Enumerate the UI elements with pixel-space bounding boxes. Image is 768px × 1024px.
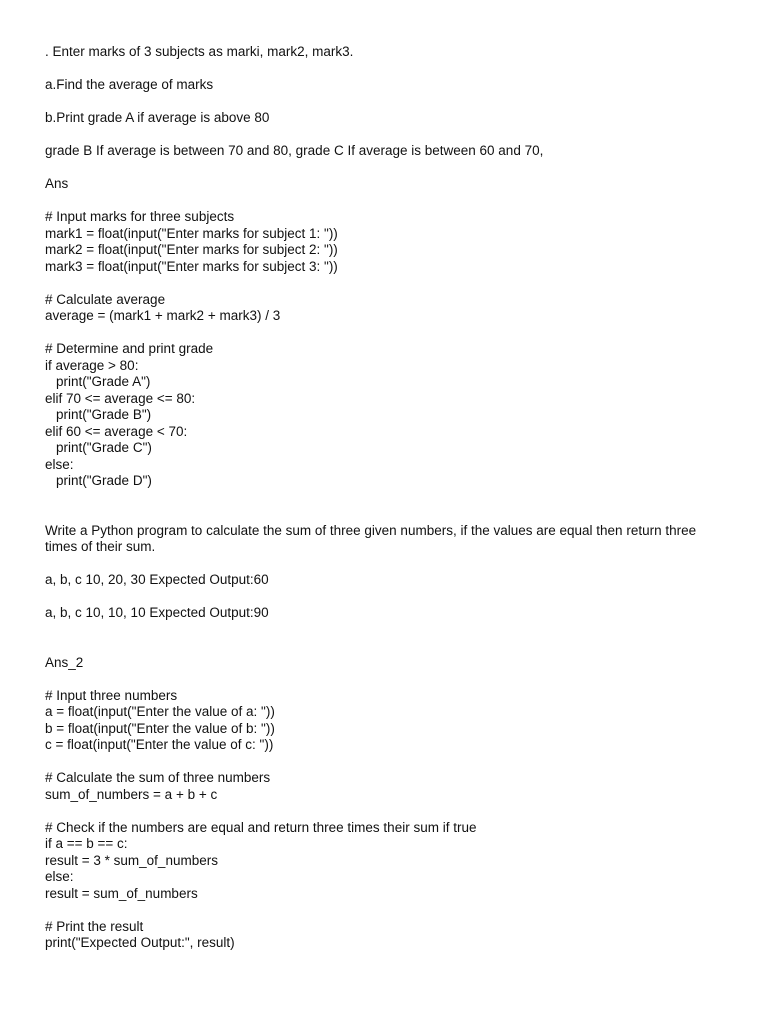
code-line: if average > 80: bbox=[45, 357, 139, 373]
code-line bbox=[45, 325, 725, 342]
answer-1-code-block bbox=[45, 209, 725, 490]
code-line: print("Grade D") bbox=[56, 473, 152, 488]
question-1-prompt: . Enter marks of 3 subjects as marki, mark2, mark3. bbox=[45, 44, 354, 59]
answer-1-label: Ans bbox=[45, 176, 69, 191]
code-line: print("Grade B") bbox=[56, 407, 152, 422]
code-line: b = float(input("Enter the value of b: ")) bbox=[45, 720, 275, 736]
question-1-part-b: b.Print grade A if average is above 80 bbox=[45, 110, 270, 125]
code-line: else: bbox=[45, 869, 74, 884]
code-line bbox=[45, 754, 725, 771]
question-2-prompt: Write a Python program to calculate the sum of three given numbers, if the values are equal then return three times of their sum. bbox=[45, 522, 697, 554]
code-line: print("Grade A") bbox=[56, 374, 151, 389]
code-line bbox=[45, 902, 725, 919]
question-2-example-2: a, b, c 10, 10, 10 Expected Output:90 bbox=[45, 605, 269, 620]
code-line: result = 3 * sum_of_numbers bbox=[45, 852, 218, 868]
code-line: elif 60 <= average < 70: bbox=[45, 423, 188, 439]
code-line: # Print the result bbox=[45, 918, 144, 934]
code-line: # Input marks for three subjects bbox=[45, 209, 235, 224]
code-line: print("Expected Output:", result) bbox=[45, 935, 235, 950]
code-line: # Input three numbers bbox=[45, 687, 178, 703]
code-line: print("Grade C") bbox=[56, 440, 152, 455]
code-line: # Check if the numbers are equal and return three times their sum if true bbox=[45, 819, 477, 835]
code-line: average = (mark1 + mark2 + mark3) / 3 bbox=[45, 308, 281, 323]
answer-2-code-block bbox=[45, 688, 725, 952]
document-page bbox=[45, 44, 725, 952]
code-line: if a == b == c: bbox=[45, 836, 128, 851]
code-line bbox=[45, 275, 725, 292]
code-line bbox=[45, 803, 725, 820]
code-line: elif 70 <= average <= 80: bbox=[45, 390, 196, 406]
answer-2-label: Ans_2 bbox=[45, 654, 84, 670]
code-line: sum_of_numbers = a + b + c bbox=[45, 786, 218, 802]
code-line: result = sum_of_numbers bbox=[45, 885, 198, 901]
question-2-example-1: a, b, c 10, 20, 30 Expected Output:60 bbox=[45, 572, 269, 587]
question-1-part-b-continued: grade B If average is between 70 and 80, grade C If average is between 60 and 70, bbox=[45, 143, 544, 158]
code-line: # Determine and print grade bbox=[45, 341, 214, 356]
code-line: # Calculate the sum of three numbers bbox=[45, 770, 271, 785]
code-line: else: bbox=[45, 456, 74, 472]
code-line: mark3 = float(input("Enter marks for subject 3: ")) bbox=[45, 258, 338, 274]
code-line: a = float(input("Enter the value of a: ")) bbox=[45, 704, 275, 719]
question-1-part-a: a.Find the average of marks bbox=[45, 77, 214, 92]
code-line: c = float(input("Enter the value of c: ")) bbox=[45, 737, 274, 752]
code-line: mark2 = float(input("Enter marks for subject 2: ")) bbox=[45, 242, 338, 257]
code-line: # Calculate average bbox=[45, 291, 166, 307]
code-line: mark1 = float(input("Enter marks for subject 1: ")) bbox=[45, 225, 338, 241]
